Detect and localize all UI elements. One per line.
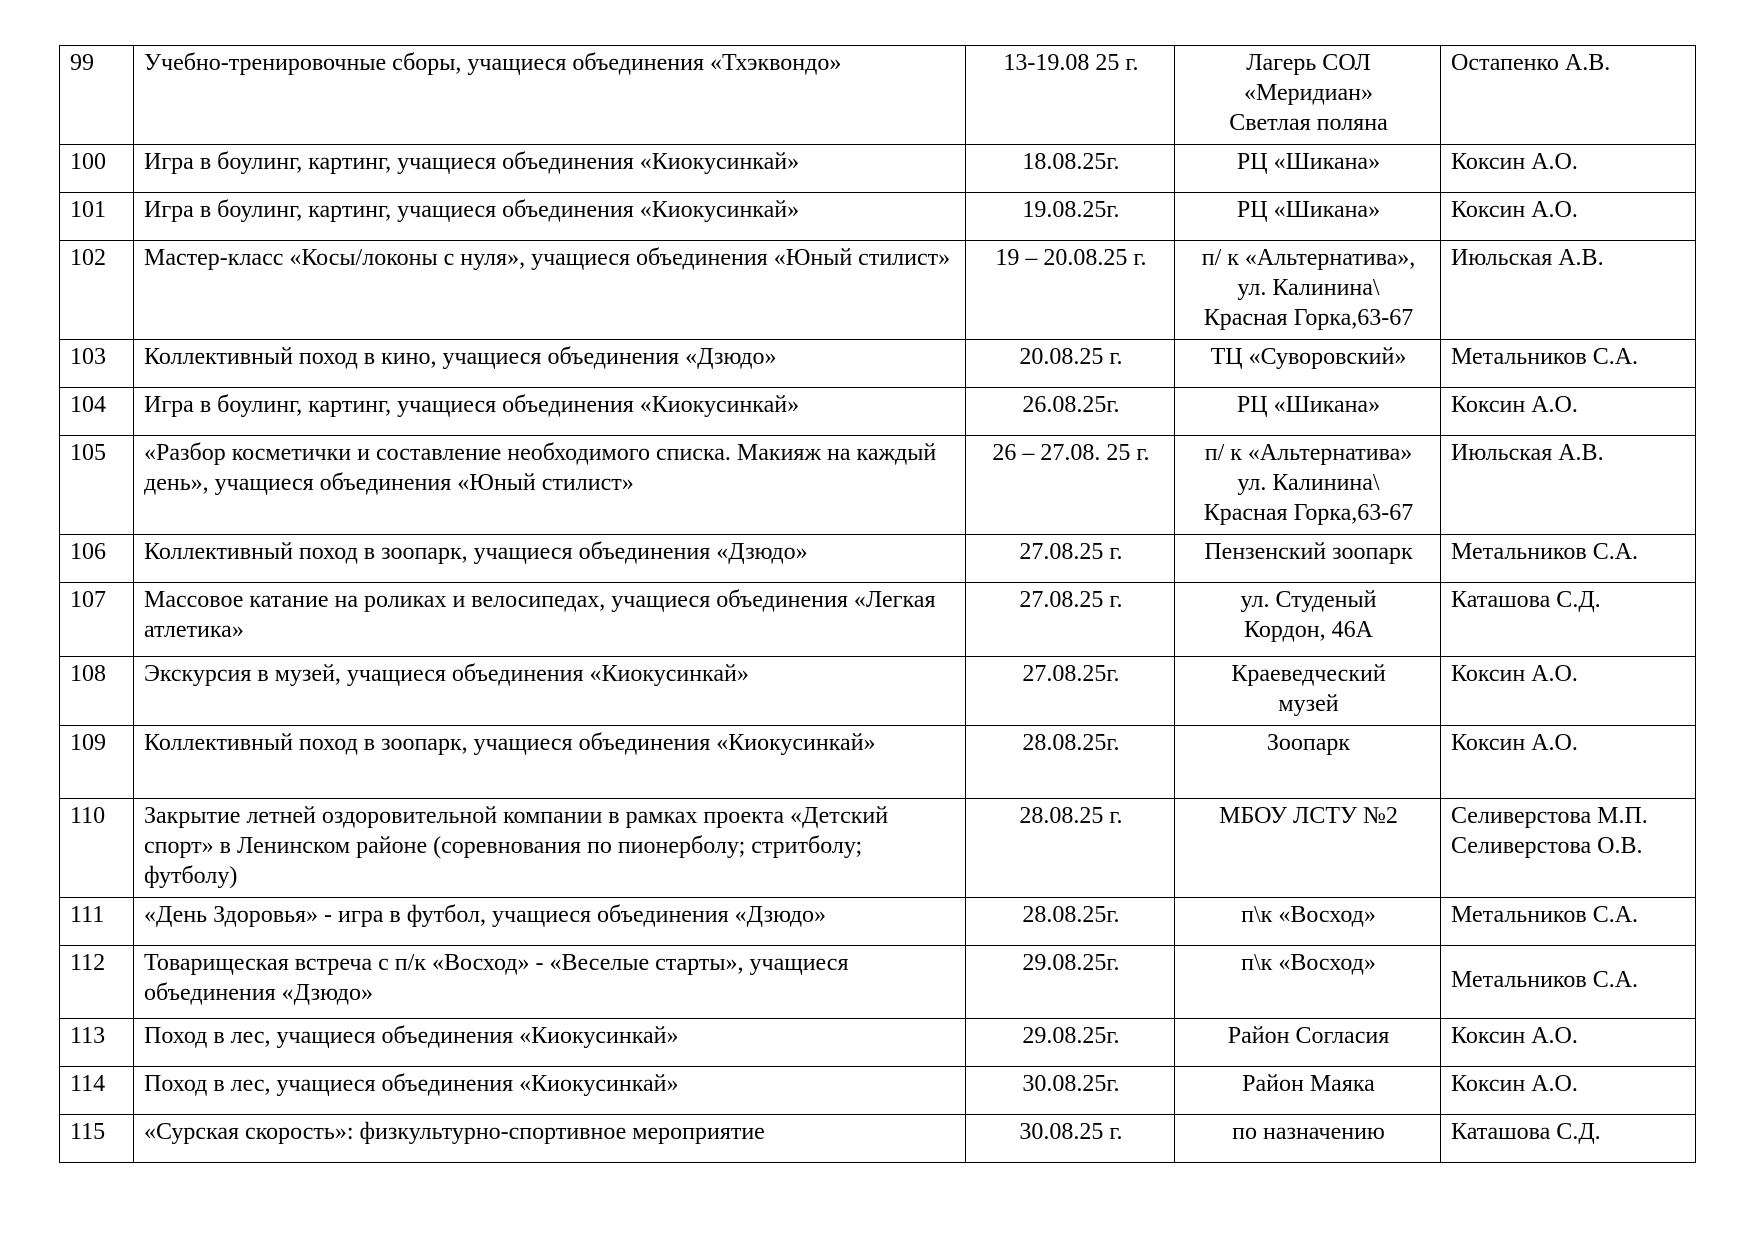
row-number: 106 <box>60 535 134 583</box>
responsible-person <box>1441 1067 1696 1115</box>
table-row <box>60 46 1696 145</box>
row-number: 99 <box>60 46 134 145</box>
responsible-person <box>1441 241 1696 340</box>
event-date: 26.08.25г. <box>966 388 1175 436</box>
event-description: Игра в боулинг, картинг, учащиеся объединения «Киокусинкай» <box>134 388 966 436</box>
table-row <box>60 799 1696 898</box>
place-line: Пензенский зоопарк <box>1204 539 1413 565</box>
responsible-line: Июльская А.В. <box>1451 440 1604 466</box>
event-description: Товарищеская встреча с п/к «Восход» - «Веселые старты», учащиеся объединения «Дзюдо» <box>134 946 966 1019</box>
event-place <box>1175 583 1441 657</box>
event-place <box>1175 241 1441 340</box>
responsible-line: Коксин А.О. <box>1451 197 1578 223</box>
event-place <box>1175 1019 1441 1067</box>
responsible-person <box>1441 340 1696 388</box>
event-date: 30.08.25 г. <box>966 1115 1175 1163</box>
place-line: «Меридиан» <box>1243 80 1374 106</box>
event-description: Коллективный поход в зоопарк, учащиеся объединения «Киокусинкай» <box>134 726 966 799</box>
event-description: Поход в лес, учащиеся объединения «Киокусинкай» <box>134 1067 966 1115</box>
responsible-person <box>1441 46 1696 145</box>
responsible-line: Селиверстова О.В. <box>1451 833 1643 859</box>
event-date: 19.08.25г. <box>966 193 1175 241</box>
table-row <box>60 946 1696 1019</box>
event-description: Экскурсия в музей, учащиеся объединения «Киокусинкай» <box>134 657 966 726</box>
responsible-person <box>1441 388 1696 436</box>
event-description: Поход в лес, учащиеся объединения «Киокусинкай» <box>134 1019 966 1067</box>
place-line: п\к «Восход» <box>1241 902 1376 928</box>
responsible-line: Метальников С.А. <box>1451 902 1639 928</box>
table-row <box>60 241 1696 340</box>
table-row <box>60 145 1696 193</box>
event-description: «Сурская скорость»: физкультурно-спортивное мероприятие <box>134 1115 966 1163</box>
event-date: 19 – 20.08.25 г. <box>966 241 1175 340</box>
responsible-line: Коксин А.О. <box>1451 149 1578 175</box>
responsible-line: Коксин А.О. <box>1451 661 1578 687</box>
row-number: 108 <box>60 657 134 726</box>
event-description: «День Здоровья» - игра в футбол, учащиеся объединения «Дзюдо» <box>134 898 966 946</box>
row-number: 100 <box>60 145 134 193</box>
table-row <box>60 535 1696 583</box>
responsible-person <box>1441 726 1696 799</box>
row-number: 104 <box>60 388 134 436</box>
event-date: 18.08.25г. <box>966 145 1175 193</box>
event-date: 27.08.25 г. <box>966 583 1175 657</box>
event-description: Массовое катание на роликах и велосипедах, учащиеся объединения «Легкая атлетика» <box>134 583 966 657</box>
place-line: п/ к «Альтернатива» <box>1204 440 1413 466</box>
responsible-line: Остапенко А.В. <box>1451 50 1611 76</box>
place-line: Лагерь СОЛ <box>1246 50 1371 76</box>
row-number: 110 <box>60 799 134 898</box>
place-line: ул. Калинина\ <box>1237 470 1380 496</box>
event-description: Учебно-тренировочные сборы, учащиеся объединения «Тхэквондо» <box>134 46 966 145</box>
row-number: 115 <box>60 1115 134 1163</box>
table-row <box>60 193 1696 241</box>
row-number: 103 <box>60 340 134 388</box>
place-line: РЦ «Шикана» <box>1236 392 1381 418</box>
responsible-line: Селиверстова М.П. <box>1451 803 1648 829</box>
event-place <box>1175 193 1441 241</box>
table-row <box>60 388 1696 436</box>
event-place <box>1175 799 1441 898</box>
place-line: музей <box>1278 691 1339 717</box>
row-number: 114 <box>60 1067 134 1115</box>
event-description: Коллективный поход в зоопарк, учащиеся объединения «Дзюдо» <box>134 535 966 583</box>
responsible-person <box>1441 583 1696 657</box>
table-row <box>60 1067 1696 1115</box>
row-number: 107 <box>60 583 134 657</box>
responsible-person <box>1441 1115 1696 1163</box>
table-row <box>60 726 1696 799</box>
row-number: 101 <box>60 193 134 241</box>
row-number: 109 <box>60 726 134 799</box>
event-date: 28.08.25г. <box>966 726 1175 799</box>
event-place <box>1175 1115 1441 1163</box>
event-place <box>1175 535 1441 583</box>
responsible-person <box>1441 1019 1696 1067</box>
event-date: 28.08.25 г. <box>966 799 1175 898</box>
event-description: «Разбор косметички и составление необходимого списка. Макияж на каждый день», учащиеся объединения «Юный стилист» <box>134 436 966 535</box>
place-line: МБОУ ЛСТУ №2 <box>1219 803 1398 829</box>
table-row <box>60 340 1696 388</box>
event-place <box>1175 726 1441 799</box>
row-number: 105 <box>60 436 134 535</box>
event-place <box>1175 898 1441 946</box>
responsible-line: Каташова С.Д. <box>1451 1119 1601 1145</box>
event-date: 13-19.08 25 г. <box>966 46 1175 145</box>
event-date: 27.08.25г. <box>966 657 1175 726</box>
responsible-person <box>1441 657 1696 726</box>
table-row <box>60 1019 1696 1067</box>
event-place <box>1175 340 1441 388</box>
responsible-line: Метальников С.А. <box>1451 539 1639 565</box>
event-description: Мастер-класс «Косы/локоны с нуля», учащиеся объединения «Юный стилист» <box>134 241 966 340</box>
place-line: Краеведческий <box>1231 661 1386 687</box>
responsible-person <box>1441 799 1696 898</box>
event-place <box>1175 436 1441 535</box>
place-line: ТЦ «Суворовский» <box>1210 344 1407 370</box>
event-description: Закрытие летней оздоровительной компании в рамках проекта «Детский спорт» в Ленинском районе (соревнования по пионерболу; стритболу; футболу) <box>134 799 966 898</box>
place-line: Кордон, 46А <box>1244 617 1373 643</box>
table-row <box>60 1115 1696 1163</box>
place-line: ул. Калинина\ <box>1237 275 1380 301</box>
event-description: Игра в боулинг, картинг, учащиеся объединения «Киокусинкай» <box>134 145 966 193</box>
place-line: РЦ «Шикана» <box>1236 197 1381 223</box>
responsible-line: Метальников С.А. <box>1451 967 1639 993</box>
event-date: 29.08.25г. <box>966 1019 1175 1067</box>
place-line: Светлая поляна <box>1229 110 1388 136</box>
events-table-body <box>60 46 1696 1163</box>
responsible-line: Метальников С.А. <box>1451 344 1639 370</box>
responsible-line: Коксин А.О. <box>1451 730 1578 756</box>
responsible-line: Июльская А.В. <box>1451 245 1604 271</box>
place-line: п/ к «Альтернатива», <box>1201 245 1416 271</box>
responsible-line: Коксин А.О. <box>1451 1023 1578 1049</box>
responsible-person <box>1441 898 1696 946</box>
place-line: Район Согласия <box>1227 1023 1390 1049</box>
event-date: 29.08.25г. <box>966 946 1175 1019</box>
row-number: 112 <box>60 946 134 1019</box>
place-line: п\к «Восход» <box>1241 950 1376 976</box>
event-place <box>1175 388 1441 436</box>
responsible-person <box>1441 946 1696 1019</box>
responsible-person <box>1441 535 1696 583</box>
event-date: 26 – 27.08. 25 г. <box>966 436 1175 535</box>
place-line: Красная Горка,63-67 <box>1203 305 1414 331</box>
responsible-person <box>1441 145 1696 193</box>
event-description: Коллективный поход в кино, учащиеся объединения «Дзюдо» <box>134 340 966 388</box>
place-line: по назначению <box>1232 1119 1385 1145</box>
place-line: Зоопарк <box>1266 730 1351 756</box>
place-line: Красная Горка,63-67 <box>1203 500 1414 526</box>
events-table <box>59 45 1696 1163</box>
event-place <box>1175 657 1441 726</box>
place-line: ул. Студеный <box>1240 587 1377 613</box>
event-date: 30.08.25г. <box>966 1067 1175 1115</box>
table-row <box>60 436 1696 535</box>
event-description: Игра в боулинг, картинг, учащиеся объединения «Киокусинкай» <box>134 193 966 241</box>
event-place <box>1175 145 1441 193</box>
table-row <box>60 583 1696 657</box>
event-date: 20.08.25 г. <box>966 340 1175 388</box>
table-row <box>60 898 1696 946</box>
responsible-line: Коксин А.О. <box>1451 1071 1578 1097</box>
event-place <box>1175 946 1441 1019</box>
event-date: 27.08.25 г. <box>966 535 1175 583</box>
event-place <box>1175 46 1441 145</box>
responsible-person <box>1441 193 1696 241</box>
responsible-person <box>1441 436 1696 535</box>
row-number: 102 <box>60 241 134 340</box>
responsible-line: Коксин А.О. <box>1451 392 1578 418</box>
table-row <box>60 657 1696 726</box>
event-place <box>1175 1067 1441 1115</box>
place-line: Район Маяка <box>1242 1071 1375 1097</box>
row-number: 113 <box>60 1019 134 1067</box>
responsible-line: Каташова С.Д. <box>1451 587 1601 613</box>
row-number: 111 <box>60 898 134 946</box>
place-line: РЦ «Шикана» <box>1236 149 1381 175</box>
event-date: 28.08.25г. <box>966 898 1175 946</box>
